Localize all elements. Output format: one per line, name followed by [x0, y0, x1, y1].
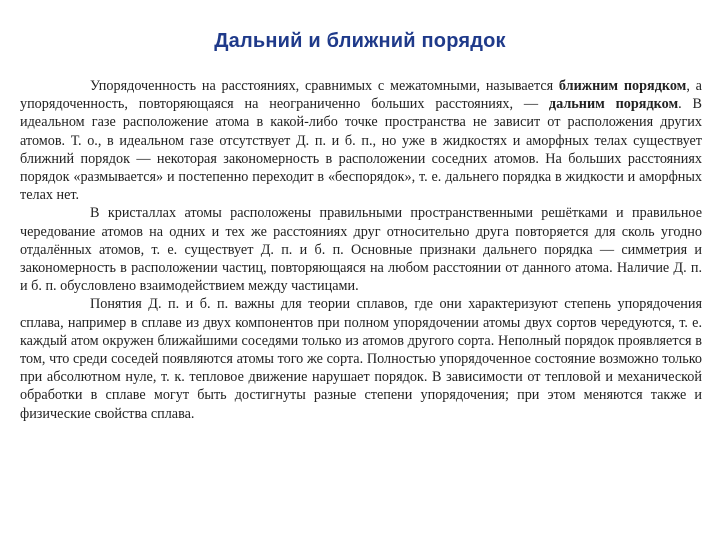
paragraph-short-range-long-range: [20, 77, 702, 204]
paragraph1-part3: . В идеальном газе расположение атома в какой-либо точке пространства не зависит от расположения других атомов. Т. о., в идеальном газе отсутствует Д. п. и б. п., но уже в жидкостях и аморфных телах существует ближний порядок — некоторая закономерность в расположении соседних атомов. На больших расстояниях порядок «размывается» и постепенно переходит в «беспорядок», т. е. дальнего порядка в жидкости и аморфных телах нет.: [20, 96, 702, 204]
paragraph-crystals: В кристаллах атомы расположены правильными пространственными решётками и правильное чередование атомов на одних и тех же расстояниях друг относительно друга повторяется для сколь угодно отдалённых атомов, т. е. существует Д. п. и б. п. Основные признаки дальнего порядка — симметрия и закономерность в расположении частиц, повторяющаяся на любом расстоянии от данного атома. Наличие Д. п. и б. п. обусловлено взаимодействием между частицами.: [20, 205, 702, 295]
term-long-range-order: дальним порядком: [548, 96, 679, 113]
paragraph1-part2: , а упорядоченность, повторяющаяся на неограниченно больших расстояниях, —: [20, 78, 702, 113]
slide-body: [20, 77, 702, 423]
slide-title: Дальний и ближний порядок: [214, 30, 506, 52]
paragraph1-part1: Упорядоченность на расстояниях, сравнимых с межатомными, называется: [90, 78, 559, 94]
paragraph-alloys: Понятия Д. п. и б. п. важны для теории сплавов, где они характеризуют степень упорядочения сплава, например в сплаве из двух компонентов при полном упорядочении атомы двух сортов чередуются, т. е. каждый атом окружен ближайшими соседями только из атомов другого сорта. Неполный порядок проявляется в том, что среди соседей появляются атомы того же сорта. Полностью упорядоченное состояние возможно только при абсолютном нуле, т. к. тепловое движение нарушает порядок. В зависимости от тепловой и механической обработки в сплаве могут быть достигнуты разные степени упорядочения; при этом меняются также и физические свойства сплава.: [20, 296, 702, 422]
term-short-range-order: ближним порядком: [558, 78, 687, 94]
